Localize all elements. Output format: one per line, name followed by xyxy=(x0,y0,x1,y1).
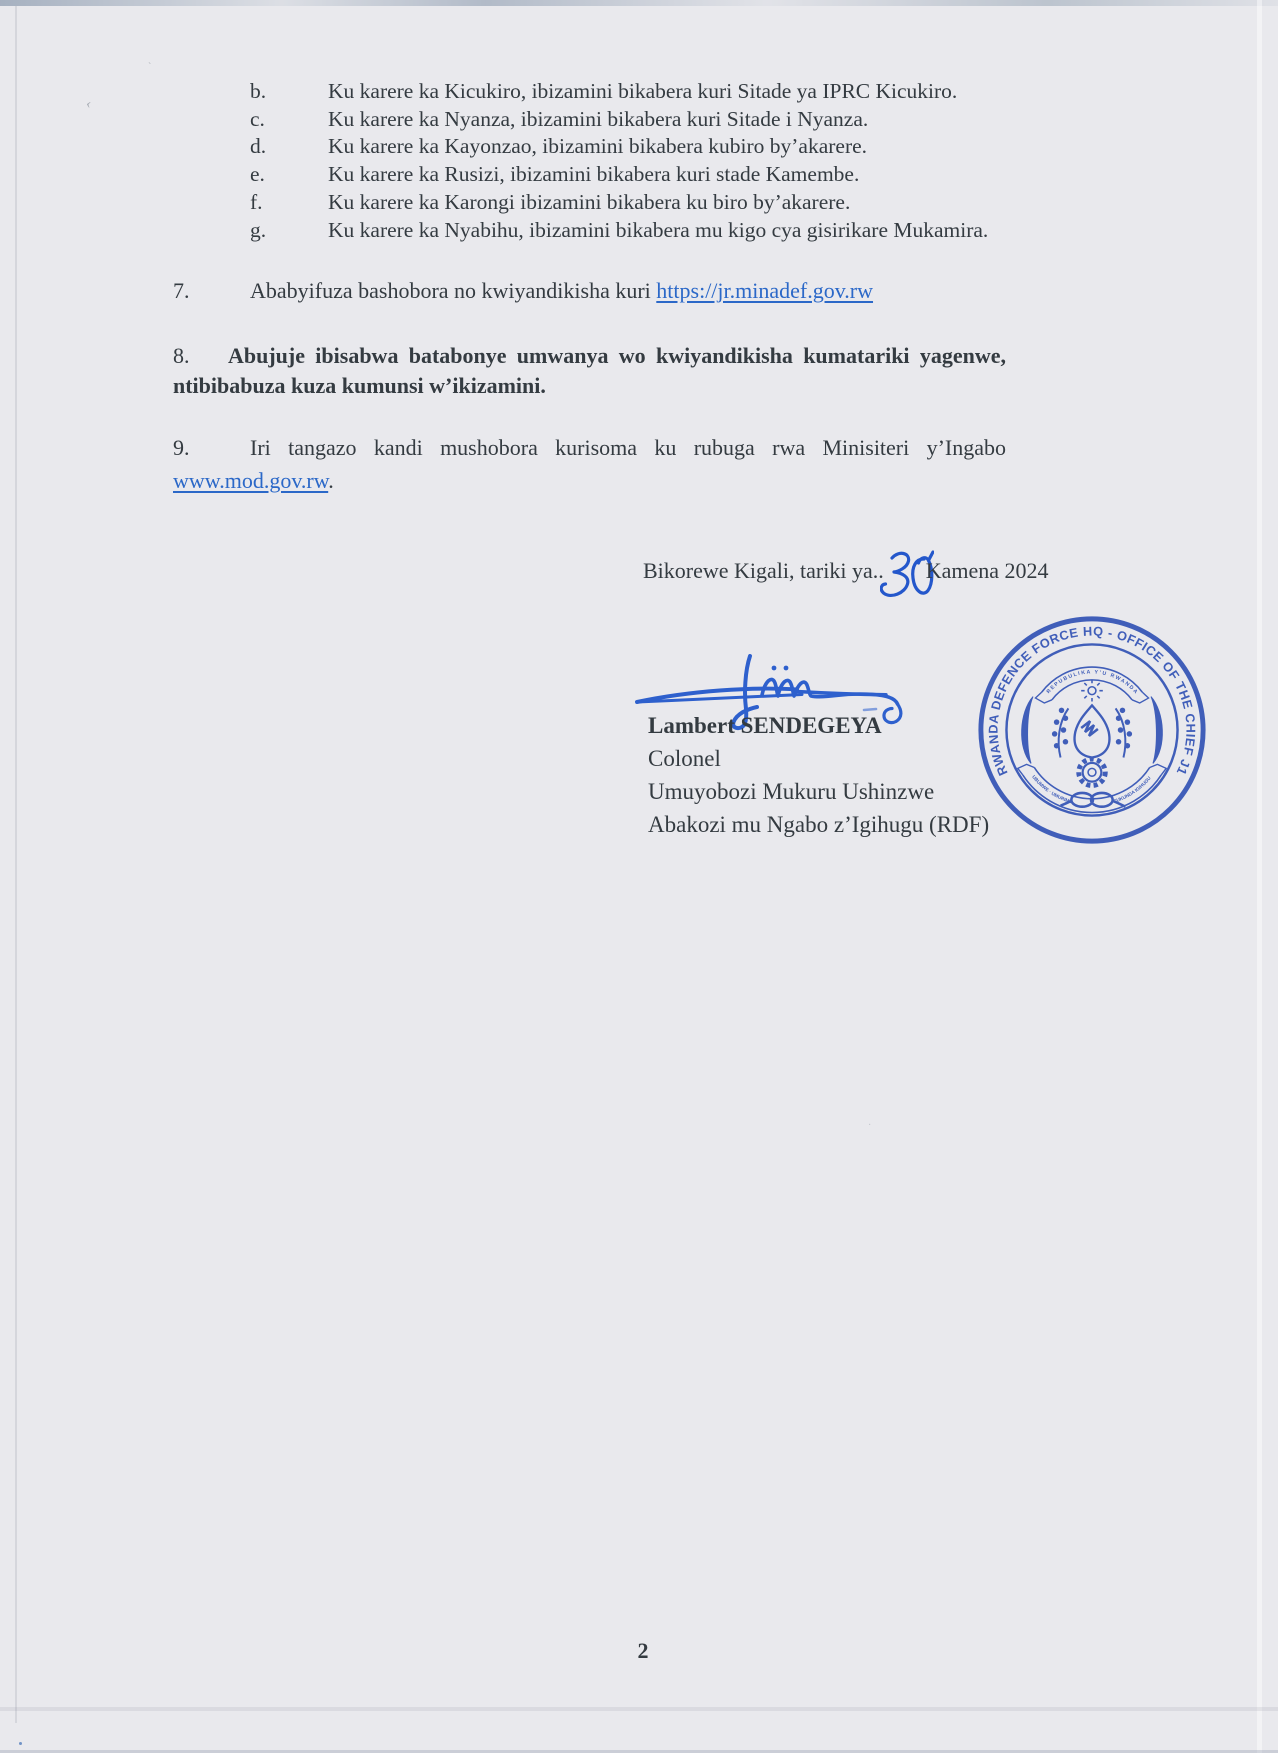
list-item xyxy=(250,189,988,217)
paragraph-7 xyxy=(173,278,873,304)
paragraph-text: Ababyifuza bashobora no kwiyandikisha kuri xyxy=(250,278,657,303)
signatory-rank: Colonel xyxy=(648,746,721,771)
date-line xyxy=(643,550,1049,608)
signatory-name: Lambert SENDEGEYA xyxy=(648,713,882,738)
ministry-website-link[interactable]: www.mod.gov.rw xyxy=(173,468,329,493)
paragraph-bold-line1: Abujuje ibisabwa batabonye umwanya wo kwiyandikisha kumatariki yagenwe, xyxy=(228,343,1006,368)
paragraph-8 xyxy=(173,341,1006,401)
sentence-period: . xyxy=(328,468,334,493)
list-item-marker: c. xyxy=(250,106,265,131)
signature-block xyxy=(648,709,989,841)
date-text-after: Kamena 2024 xyxy=(925,558,1049,583)
paragraph-9 xyxy=(173,431,1006,497)
scan-edge-top xyxy=(0,0,1278,6)
list-item-marker: e. xyxy=(250,162,265,187)
official-stamp xyxy=(974,612,1210,848)
paragraph-marker: 7. xyxy=(173,278,190,303)
list-item-marker: g. xyxy=(250,217,267,242)
signatory-title-line2: Abakozi mu Ngabo z’Igihugu (RDF) xyxy=(648,812,990,837)
scan-speck xyxy=(19,1742,22,1745)
paragraph-text-line1: Iri tangazo kandi mushobora kurisoma ku rubuga rwa Minisiteri y’Ingabo xyxy=(250,435,1006,460)
scan-edge-right xyxy=(1257,0,1262,1753)
list-item-marker: b. xyxy=(250,79,267,103)
list-item xyxy=(250,78,988,106)
list-item-text: Ku karere ka Rusizi, ibizamini bikabera kuri stade Kamembe. xyxy=(328,162,860,187)
list-item xyxy=(250,217,988,245)
paragraph-marker: 9. xyxy=(173,435,190,460)
signatory-title-line1: Umuyobozi Mukuru Ushinzwe xyxy=(648,779,935,804)
stamp-ring-text: RWANDA DEFENCE FORCE HQ - OFFICE OF THE CHIEF J1 xyxy=(985,623,1199,779)
svg-text:UBUMWE · UMURIMO xyxy=(1030,774,1073,805)
list-item xyxy=(250,161,988,189)
list-item-marker: f. xyxy=(250,189,263,214)
stamp-top-banner-text: REPUBULIKA Y'U RWANDA xyxy=(1045,669,1139,695)
list-item-text: Ku karere ka Kicukiro, ibizamini bikabera kuri Sitade ya IPRC Kicukiro. xyxy=(328,79,958,103)
scan-shadow-bottom xyxy=(0,1707,1278,1711)
paragraph-marker: 8. xyxy=(173,343,190,368)
list-item-text: Ku karere ka Nyabihu, ibizamini bikabera mu kigo cya gisirikare Mukamira. xyxy=(328,217,989,242)
exam-locations-list xyxy=(250,78,988,244)
list-item xyxy=(250,133,988,161)
typed-dots: .. xyxy=(872,558,884,583)
list-item-marker: d. xyxy=(250,134,267,159)
stamp-bottom-banner-text-right: GUKUNDA IGIHUGU xyxy=(1112,776,1153,805)
scan-speck: ` xyxy=(148,62,152,73)
registration-link[interactable]: https://jr.minadef.gov.rw xyxy=(656,278,874,303)
date-text-before: Bikorewe Kigali, tariki ya xyxy=(643,558,873,583)
list-item-text: Ku karere ka Karongi ibizamini bikabera ku biro by’akarere. xyxy=(328,189,851,214)
stamp-bottom-banner-text-left: UBUMWE · UMURIMO xyxy=(1030,774,1073,806)
list-item xyxy=(250,106,988,134)
list-item-text: Ku karere ka Nyanza, ibizamini bikabera kuri Sitade i Nyanza. xyxy=(328,106,869,131)
scan-speck: ‹ xyxy=(84,95,93,113)
svg-text:GUKUNDA IGIHUGU xyxy=(1112,775,1153,805)
page-number: 2 xyxy=(637,1638,649,1663)
paragraph-bold-line2: ntibibabuza kuza kumunsi w’ikizamini. xyxy=(173,373,546,398)
scan-speck: · xyxy=(868,1120,872,1131)
scan-edge-left xyxy=(15,6,17,1723)
list-item-text: Ku karere ka Kayonzao, ibizamini bikabera kubiro by’akarere. xyxy=(328,134,868,159)
